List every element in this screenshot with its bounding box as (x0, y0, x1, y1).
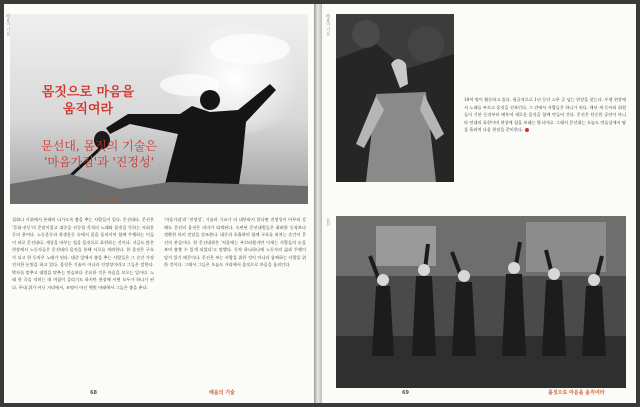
spine-gutter (314, 4, 322, 403)
page-number: 68 (90, 390, 97, 396)
section-name: 배움의 기술 (209, 390, 235, 396)
byline: 박다솜 기자 (92, 197, 118, 203)
photo-street-dancers (336, 216, 626, 388)
photo-caption-label: 문선 (326, 218, 331, 226)
body-column-2: '마음가짐'과 '진정성', 기술과 기교가 더 대단하지 않다면 진정성이 아무리 강해도 문선의 몸짓은 의미가 퇴색된다. 숙련된 문선대원들은 화려한 동작보다 정확한 의미 전달을 강조한다. 대중과 호흡하며 함께 구호를 외치는 순간이 문선의 본질이다. 한 문선대원은 '처음에는 부끄러웠지만 이제는 사람들의 눈을 보며 춤출 수 있게 되었다'고 말했다. 동작 하나하나에 노동자의 삶과 투쟁이 담겨 있기 때문이다. 문선은 보는 사람을 위한 것이 아니라 함께하는 사람을 위한 것이다. 그래서 그들은 오늘도 거리에서 몸짓으로 마음을 움직인다. (164, 217, 306, 267)
article-subtitle: 문선대, 몸짓의 기술은 '마음가짐'과 '진정성' (41, 139, 157, 169)
section-name-right: 몸짓으로 마음을 움직여라 (548, 390, 605, 396)
page-number-right: 69 (402, 390, 409, 396)
left-page (4, 4, 314, 403)
article-title: 몸짓으로 마음을 움직여라 (41, 85, 135, 117)
dancers-group (336, 216, 626, 388)
hero-photo (10, 14, 308, 204)
side-label: 배움의 기술 (6, 14, 11, 36)
performer-figure (336, 14, 454, 182)
right-page (322, 4, 636, 403)
right-body-text: 10여 명이 활동하고 있다. 평균적으로 1년 동안 스무 곳 넘는 현장을 찾는다. 투쟁 현장에서 노래를 부르고 몸짓을 선보인다. 그 안에서 사람들은 하나가 된다. 매년 새 동아리 회원들이 기본 동작부터 배우며 새로운 몸짓을 함께 만들어 간다. 문선은 단순한 공연이 아니라 연대의 표현이며 현장에 힘을 보태는 방식이다. 그래서 문선대는 오늘도 연습실에서 땀을 흘리며 다음 현장을 준비한다. (464, 97, 626, 132)
end-mark-icon (525, 128, 529, 132)
photo-performer (336, 14, 454, 182)
body-column-1: 집회나 시위에서 본래의 나가도록 춤을 추는 사람들이 있다. 문선대다. 문선은 '문화·선동'의 준말이었고 대중을 선동할 목적의 노래와 몸짓을 뜻하는 사회운동의 용어다. 노동운동과 학생운동 속에서 몸을 움직이며 함께 투쟁하는 이들이 바로 문선대다. 세상을 바꾸는 힘을 몸짓으로 표현하는 것이다. 지금도 많은 현장에서 노동자들은 문선대의 몸짓을 통해 서로를 격려한다. 한 몸짓은 구호가 되고 한 동작은 노래가 된다. 대중 앞에서 춤을 추는 사람들은 그 순간 가장 진지한 눈빛을 하고 있다. 몸짓은 기술이 아니라 진정성이라고 그들은 말한다. 박자를 맞추고 대열을 맞추는 연습보다 중요한 것은 마음을 모으는 일이다. 노래 한 곡을 익히는 데 며칠이 걸리기도 하지만 현장에 서면 모두가 하나가 된다. 무대 위가 아닌 거리에서, 조명이 아닌 햇빛 아래에서 그들은 춤을 춘다. (12, 217, 154, 290)
side-label-right: 배움의 기술 (326, 14, 331, 36)
